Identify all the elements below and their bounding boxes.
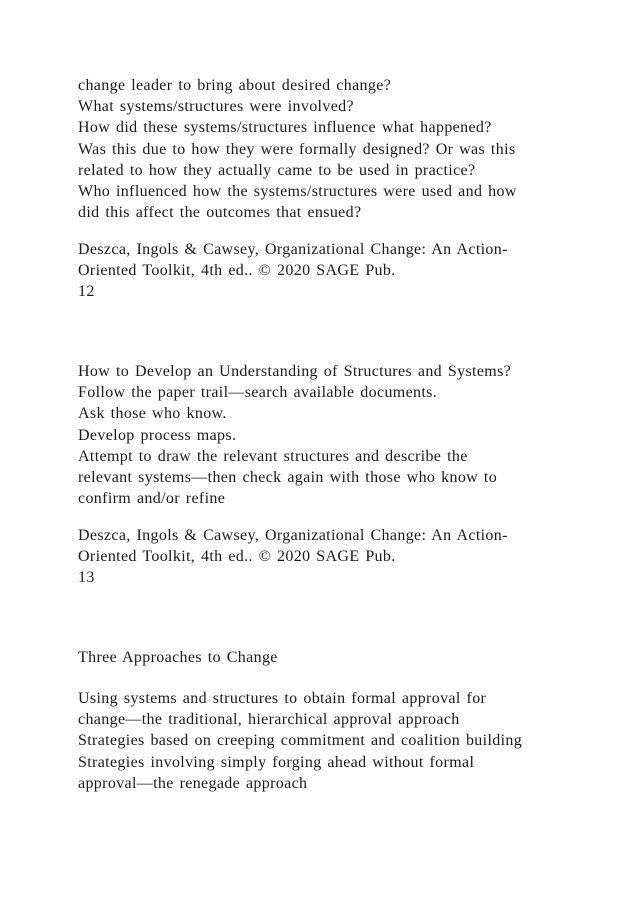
citation-line: Oriented Toolkit, 4th ed.. © 2020 SAGE Pub. (78, 262, 396, 280)
section-heading: Three Approaches to Change (78, 649, 278, 666)
citation-paragraph (78, 239, 618, 303)
text-line: Develop process maps. (78, 426, 237, 444)
text-line: How did these systems/structures influence what happened? (78, 119, 492, 137)
questions-paragraph (78, 75, 618, 223)
text-line: approval—the renegade approach (78, 774, 308, 792)
understanding-paragraph (78, 361, 618, 509)
citation-line: Deszca, Ingols & Cawsey, Organizational Change: An Action- (78, 527, 508, 544)
text-line: change leader to bring about desired change? (78, 77, 392, 94)
citation-line: Deszca, Ingols & Cawsey, Organizational Change: An Action- (78, 241, 508, 258)
page-number: 12 (78, 283, 95, 301)
text-line: Attempt to draw the relevant structures and describe the (78, 447, 468, 465)
citation-paragraph (78, 525, 618, 589)
text-line: Using systems and structures to obtain formal approval for (78, 690, 487, 707)
text-line: Strategies based on creeping commitment and coalition building (78, 732, 523, 750)
text-line: change—the traditional, hierarchical approval approach (78, 711, 460, 729)
approaches-heading-block (78, 647, 618, 668)
citation-line: Oriented Toolkit, 4th ed.. © 2020 SAGE Pub. (78, 548, 396, 566)
text-line: Strategies involving simply forging ahead without formal (78, 753, 475, 771)
text-line: Who influenced how the systems/structures were used and how (78, 183, 517, 201)
text-line: related to how they actually came to be used in practice? (78, 161, 476, 179)
text-line: Was this due to how they were formally designed? Or was this (78, 140, 516, 158)
text-line: did this affect the outcomes that ensued? (78, 204, 362, 222)
text-line: Ask those who know. (78, 405, 227, 423)
approaches-paragraph (78, 688, 618, 794)
text-line: confirm and/or refine (78, 490, 226, 508)
text-line: How to Develop an Understanding of Structures and Systems? (78, 363, 512, 380)
text-line: relevant systems—then check again with those who know to (78, 469, 498, 487)
text-line: Follow the paper trail—search available documents. (78, 384, 438, 402)
page-number: 13 (78, 569, 95, 587)
text-line: What systems/structures were involved? (78, 98, 354, 116)
